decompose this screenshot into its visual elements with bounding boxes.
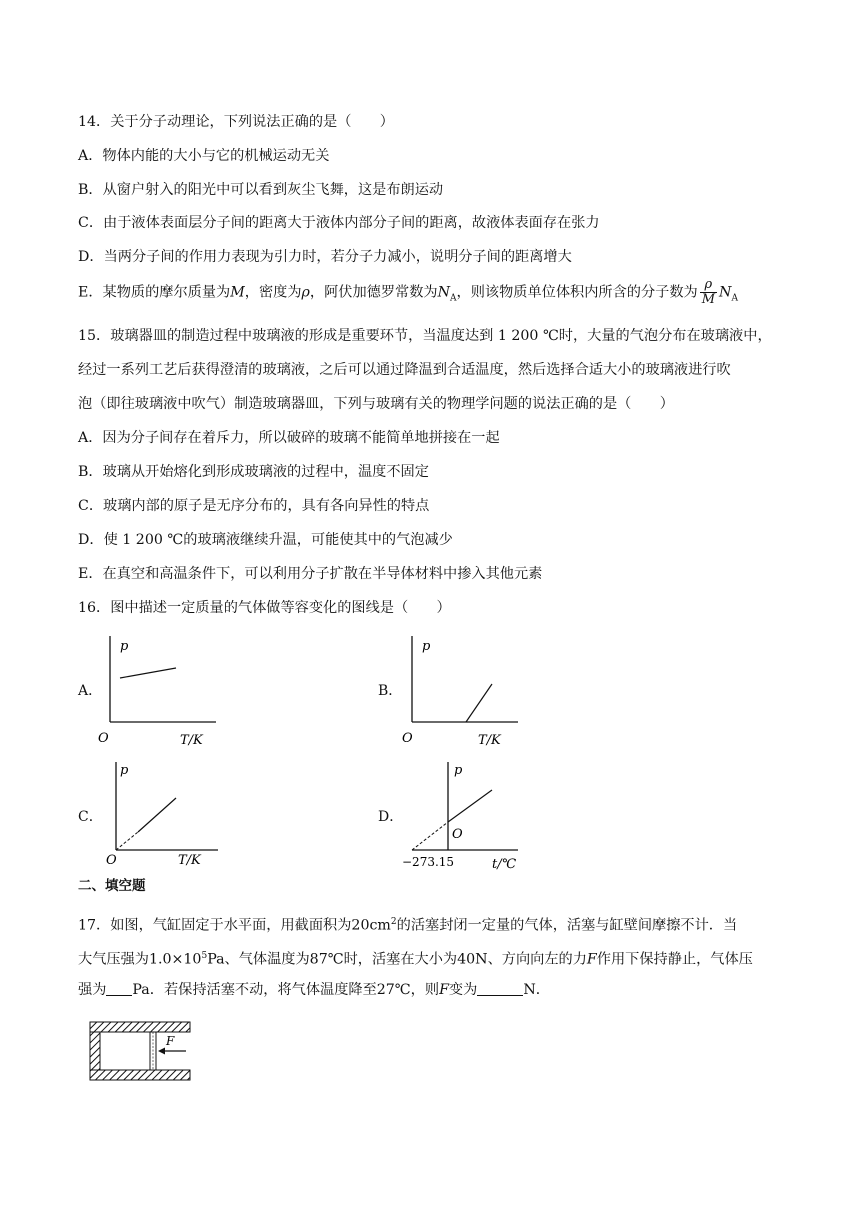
q15-option-b: B．玻璃从开始熔化到形成玻璃液的过程中，温度不固定	[78, 464, 429, 480]
q14-option-c: C．由于液体表面层分子间的距离大于液体内部分子间的距离，故液体表面存在张力	[78, 215, 600, 231]
intercept-label: −273.15	[402, 855, 455, 869]
graph-line	[138, 798, 176, 832]
q15-option-c: C．玻璃内部的原子是无序分布的，具有各向异性的特点	[78, 498, 430, 514]
q15-option-d: D．使 1 200 ℃的玻璃液继续升温，可能使其中的气泡减少	[78, 532, 453, 548]
q15-option-a: A．因为分子间存在着斥力，所以破碎的玻璃不能简单地拼接在一起	[78, 430, 500, 446]
q17-line-3: 强为 Pa．若保持活塞不动，将气体温度降至27℃，则F变为 N．	[78, 982, 550, 998]
graph-line	[120, 668, 176, 678]
origin-label: O	[452, 827, 463, 842]
q15-stem-line-2: 经过一系列工艺后获得澄清的玻璃液，之后可以通过降温到合适温度，然后选择合适大小的玻璃液进行吹	[78, 362, 731, 378]
q16-stem: 16．图中描述一定质量的气体做等容变化的图线是（ ）	[78, 600, 451, 616]
graph-c-label: C．	[78, 809, 103, 825]
cylinder-figure	[86, 1018, 198, 1084]
graph-extrapolation	[116, 832, 138, 850]
graph-d	[398, 756, 528, 872]
cylinder-left-wall	[90, 1032, 100, 1070]
origin-label: O	[98, 731, 109, 746]
origin-label: O	[402, 731, 413, 746]
x-axis-label: T/K	[180, 733, 203, 748]
q14-option-b: B．从窗户射入的阳光中可以看到灰尘飞舞，这是布朗运动	[78, 182, 444, 198]
y-axis-label: p	[120, 639, 129, 654]
force-label: F	[166, 1034, 175, 1048]
y-axis-label: p	[454, 763, 463, 778]
q14-option-e: E．某物质的摩尔质量为M，密度为ρ，阿伏加德罗常数为$N_A$，则该物质单位体积内所含的分子数为 $\frac{\rho}{M}$ $N_A$	[78, 277, 738, 307]
q14-option-d: D．当两分子间的作用力表现为引力时，若分子力减小，说明分子间的距离增大	[78, 249, 572, 265]
x-axis-label: T/K	[478, 733, 501, 748]
answer-blank-2[interactable]	[477, 981, 523, 996]
y-axis-label: p	[120, 763, 129, 778]
cylinder-top-wall	[90, 1022, 190, 1032]
q17-line-1: 17．如图，气缸固定于水平面，用截面积为$20cm^2$的活塞封闭一定量的气体，活塞与缸壁间摩擦不计．当	[78, 917, 738, 934]
q17-line-2: 大气压强为$1.0\times 10^5Pa$、气体温度为87℃时，活塞在大小为40N、方向向左的力F作用下保持静止，气体压	[78, 951, 753, 968]
graph-b-label: B．	[378, 683, 403, 699]
arrow-head-icon	[158, 1048, 165, 1055]
fraction-rho-over-m: $\frac{\rho}{M}$	[701, 277, 716, 307]
answer-blank-1[interactable]	[106, 981, 132, 996]
q15-option-e: E．在真空和高温条件下，可以利用分子扩散在半导体材料中掺入其他元素	[78, 566, 543, 582]
q14-option-a: A．物体内能的大小与它的机械运动无关	[78, 148, 330, 164]
q14-stem: 14．关于分子动理论，下列说法正确的是（ ）	[78, 114, 394, 130]
graph-a-label: A．	[78, 683, 103, 699]
graph-a	[96, 630, 226, 750]
q15-stem-line-3: 泡（即往玻璃液中吹气）制造玻璃器皿，下列与玻璃有关的物理学问题的说法正确的是（ ）	[78, 396, 674, 412]
cylinder-bottom-wall	[90, 1070, 190, 1080]
x-axis-label: T/K	[178, 853, 201, 868]
y-axis-label: p	[422, 639, 431, 654]
section-title: 二、填空题	[78, 878, 146, 894]
graph-line	[466, 684, 492, 722]
graph-extrapolation	[412, 822, 448, 850]
origin-label: O	[106, 853, 117, 868]
graph-c	[96, 756, 226, 868]
graph-d-label: D．	[378, 809, 404, 825]
graph-line	[448, 790, 492, 822]
x-axis-label: t/℃	[492, 857, 517, 872]
q15-stem-line-1: 15．玻璃器皿的制造过程中玻璃液的形成是重要环节，当温度达到 1 200 ℃时，大量的气泡分布在玻璃液中，	[78, 328, 772, 344]
graph-b	[398, 630, 528, 750]
